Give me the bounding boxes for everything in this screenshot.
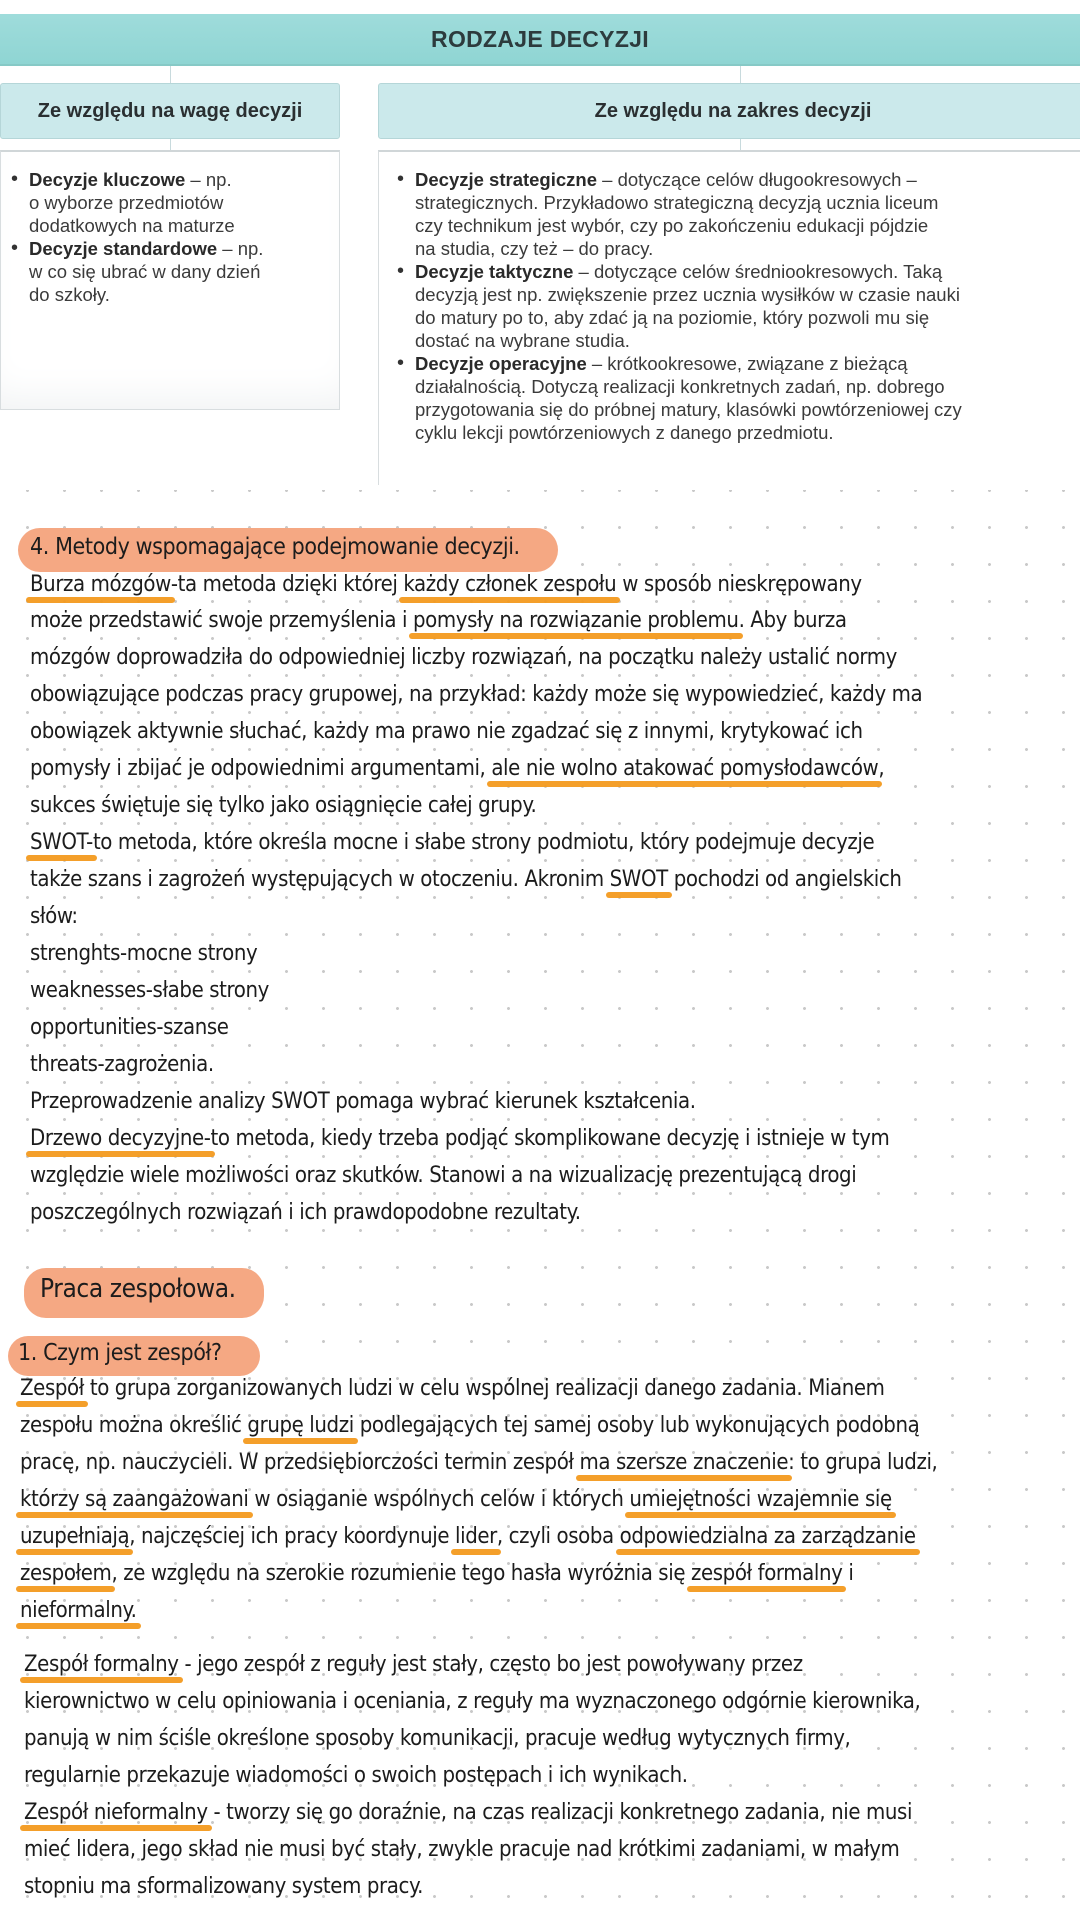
paragraph-line: Przeprowadzenie analizy SWOT pomaga wybrać kierunek kształcenia. xyxy=(30,1089,696,1114)
underlined-term: Drzewo decyzyjne- xyxy=(30,1126,211,1151)
list-item: • Decyzje strategiczne – dotyczące celów długookresowych – strategicznych. Przykładowo strategiczną decyzją ucznia liceum czy technikum jest wybór, czy po zakończeniu edukacji pójdzie na studia, czy też – do pracy. xyxy=(395,168,1080,260)
connector-line xyxy=(740,66,741,83)
paragraph-line: mózgów doprowadziła do odpowiedniej liczby rozwiązań, na początku należy ustalić normy xyxy=(30,645,897,670)
paragraph-line: obowiązek aktywnie słuchać, każdy ma prawo nie zgadzać się z innymi, krytykować ich xyxy=(30,719,863,744)
underlined-term: Zespół nieformalny xyxy=(24,1800,208,1825)
paragraph-line: względzie wiele możliwości oraz skutków. Stanowi a na wizualizację prezentującą drogi xyxy=(30,1163,857,1188)
paragraph-line: Zespół nieformalny - tworzy się go doraźnie, na czas realizacji konkretnego zadania, nie musi xyxy=(24,1800,913,1825)
paragraph-line: Drzewo decyzyjne-to metoda, kiedy trzeba podjąć skomplikowane decyzję i istnieje w tym xyxy=(30,1126,890,1151)
underlined-term: Zespół xyxy=(20,1376,84,1401)
swot-term: threats-zagrożenia. xyxy=(30,1052,214,1077)
column-body-scope xyxy=(378,150,1080,485)
paragraph-line: Burza mózgów-ta metoda dzięki której każdy członek zespołu w sposób nieskrępowany xyxy=(30,572,862,597)
section-title-teamwork: Praca zespołowa. xyxy=(40,1274,236,1304)
paragraph-line: nieformalny. xyxy=(20,1598,137,1623)
paragraph-line: poszczególnych rozwiązań i ich prawdopodobne rezultaty. xyxy=(30,1200,581,1225)
paragraph-line: regularnie przekazuje wiadomości o swoich postępach i ich wynikach. xyxy=(24,1763,688,1788)
paragraph-line: Zespół formalny - jego zespół z reguły jest stały, często bo jest powoływany przez xyxy=(24,1652,803,1677)
paragraph-line: stopniu ma sformalizowany system pracy. xyxy=(24,1874,424,1899)
paragraph-line: zespołem, ze względu na szerokie rozumienie tego hasła wyróżnia się zespół formalny i xyxy=(20,1561,854,1586)
paragraph-line: którzy są zaangażowani w osiąganie wspólnych celów i których umiejętności wzajemnie się xyxy=(20,1487,892,1512)
diagram-title: RODZAJE DECYZJI xyxy=(0,14,1080,66)
paragraph-line: może przedstawić swoje przemyślenia i pomysły na rozwiązanie problemu. Aby burza xyxy=(30,608,847,633)
handwritten-notes xyxy=(0,490,1080,1920)
column-header-scope: Ze względu na zakres decyzji xyxy=(378,83,1080,139)
list-item: • Decyzje standardowe – np. w co się ubrać w dany dzień do szkoły. xyxy=(9,237,329,306)
list-item: • Decyzje taktyczne – dotyczące celów średniookresowych. Taką decyzją jest np. zwiększenie przez ucznia wysiłków w czasie nauki do matury po to, aby zdać ją na poziomie, który pozwoli mu się dostać na wybrane studia. xyxy=(395,260,1080,352)
underlined-term: Burza mózgów xyxy=(30,572,171,597)
paragraph-line: pomysły i zbijać je odpowiednimi argumentami, ale nie wolno atakować pomysłodawców, xyxy=(30,756,885,781)
connector-line xyxy=(170,66,171,83)
section-heading-methods: 4. Metody wspomagające podejmowanie decyzji. xyxy=(30,534,520,560)
underlined-term: Zespół formalny xyxy=(24,1652,179,1677)
paragraph-line: mieć lidera, jego skład nie musi być stały, zwykle pracuje nad krótkimi zadaniami, w małym xyxy=(24,1837,900,1862)
column-body-weight xyxy=(0,150,340,410)
paragraph-line: także szans i zagrożeń występujących w otoczeniu. Akronim SWOT pochodzi od angielskich xyxy=(30,867,902,892)
connector-line xyxy=(170,139,171,150)
paragraph-line: kierownictwo w celu opiniowania i oceniania, z reguły ma wyznaczonego odgórnie kierownika, xyxy=(24,1689,921,1714)
paragraph-line: sukces świętuje się tylko jako osiągnięcie całej grupy. xyxy=(30,793,537,818)
list-item: • Decyzje kluczowe – np. o wyborze przedmiotów dodatkowych na maturze xyxy=(9,168,329,237)
paragraph-line: Zespół to grupa zorganizowanych ludzi w celu wspólnej realizacji danego zadania. Mianem xyxy=(20,1376,885,1401)
connector-line xyxy=(740,139,741,150)
column-header-weight: Ze względu na wagę decyzji xyxy=(0,83,340,139)
question-heading: 1. Czym jest zespół? xyxy=(18,1340,222,1366)
paragraph-line: obowiązujące podczas pracy grupowej, na przykład: każdy może się wypowiedzieć, każdy ma xyxy=(30,682,923,707)
paragraph-line: uzupełniają, najczęściej ich pracy koordynuje lider, czyli osoba odpowiedzialna za zarządzanie xyxy=(20,1524,916,1549)
paragraph-line: słów: xyxy=(30,904,78,929)
swot-term: opportunities-szanse xyxy=(30,1015,229,1040)
paragraph-line: zespołu można określić grupę ludzi podlegających tej samej osoby lub wykonujących podobną xyxy=(20,1413,920,1438)
swot-term: strenghts-mocne strony xyxy=(30,941,258,966)
underlined-term: SWOT- xyxy=(30,830,93,855)
textbook-excerpt xyxy=(0,0,1080,490)
paragraph-line: pracę, np. nauczycieli. W przedsiębiorczości termin zespół ma szersze znaczenie: to grupa ludzi, xyxy=(20,1450,938,1475)
swot-term: weaknesses-słabe strony xyxy=(30,978,269,1003)
list-item: • Decyzje operacyjne – krótkookresowe, związane z bieżącą działalnością. Dotyczą realizacji konkretnych zadań, np. dobrego przygotowania się do próbnej matury, klasówki powtórzeniowej czy cyklu lekcji powtórzeniowych z danego przedmiotu. xyxy=(395,352,1080,444)
paragraph-line: panują w nim ściśle określone sposoby komunikacji, pracuje według wytycznych firmy, xyxy=(24,1726,851,1751)
paragraph-line: SWOT-to metoda, które określa mocne i słabe strony podmiotu, który podejmuje decyzje xyxy=(30,830,875,855)
